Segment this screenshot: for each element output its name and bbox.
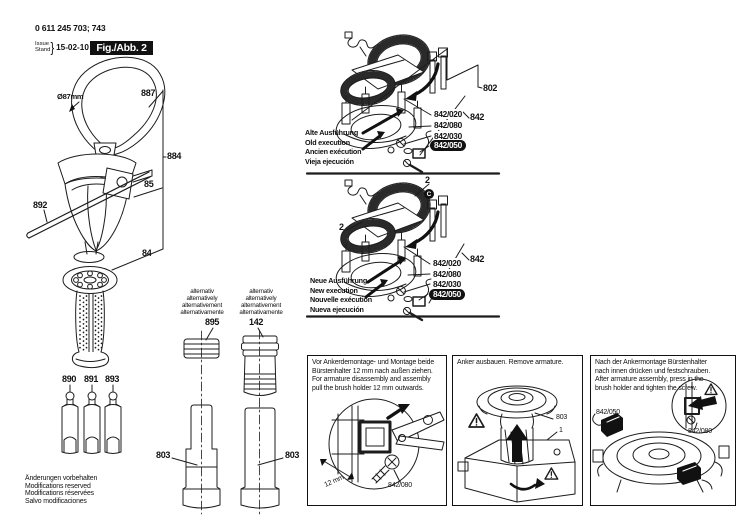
pull-ref-842-080: 842/080 [388,482,412,489]
lubricant-and-cylinder-art [172,328,283,514]
ref-893-label: 893 [105,374,120,384]
instruction-box-pull [307,355,447,506]
press-ref-842-050: 842/050 [596,409,620,416]
press-ref-842-080: 842/080 [688,428,712,435]
remove-ref-803: 803 [556,414,568,421]
part-number: 0 611 245 703; 743 [35,23,106,33]
grease-point-icon: C [424,189,434,199]
alternative-note-left: alternativ alternatively alternativement alternativamente [180,288,224,316]
ref-803-right-label: 803 [285,450,300,460]
grease-tubes-art [62,385,121,454]
ref-895-label: 895 [205,317,220,327]
issue-date-block [35,39,89,55]
old-ref-842-080: 842/080 [434,120,462,130]
old-ref-842-030: 842/030 [434,130,462,141]
ref-803-left-label: 803 [156,450,171,460]
side-handle-art [27,57,166,367]
pull-dimension-label: 12 mm [323,474,345,489]
ref-890-label: 890 [62,374,77,384]
alternative-note-right: alternativ alternatively alternativement alternativamente [239,288,283,316]
ref-85-label: 85 [144,179,154,189]
ref-891-label: 891 [84,374,99,384]
new-execution-caption: Neue Ausführung New execution Nouvelle exécution Nueva ejecución [310,276,372,314]
diameter-label: Ø87mm [57,92,84,101]
new-qty-top-label: 2 [425,175,430,185]
brace-glyph: } [50,39,55,55]
old-ref-842-020: 842/020 [434,109,462,119]
pull-instruction-text: Vor Ankerdemontage- und Montage beide Bürstenhalter 12 mm nach außen ziehen. For armature disassembly and assembly pull the brush holder 12 mm outwards. [312,359,435,393]
ref-884-label: 884 [167,151,182,161]
issue-word: Issue [35,40,50,47]
ref-887-label: 887 [141,88,156,98]
ref-892-label: 892 [33,200,48,210]
new-ref-842-030: 842/030 [433,279,461,289]
new-ref-842-080: 842/080 [433,268,461,279]
new-qty-left-label: 2 [339,222,344,232]
new-ref-842-020: 842/020 [433,258,461,268]
ref-142-label: 142 [249,317,264,327]
old-ref-842-bracket: 842 [470,112,485,122]
old-ref-842-050-highlight: 842/050 [430,140,466,151]
ref-84-label: 84 [142,248,152,258]
press-instruction-text: Nach der Ankermontage Bürstenhalter nach innen drücken und festschrauben. After armature assembly, press in the brush holder and tighten the screw. [595,359,711,393]
figure-badge: Fig./Abb. 2 [90,41,153,55]
modifications-note: Änderungen vorbehalten Modifications reserved Modifications réservées Salvo modificaciones [25,475,98,505]
remove-instruction-text: Anker ausbauen. Remove armature. [457,359,564,366]
remove-illustration [453,356,584,507]
stand-word: Stand [35,47,51,53]
new-ref-842-050-highlight: 842/050 [429,289,465,300]
new-ref-842-bracket: 842 [470,254,485,264]
issue-stand-words [35,41,50,54]
instruction-box-remove [452,355,583,506]
issue-date: 15-02-10 [56,42,89,52]
instruction-box-press [590,355,736,506]
old-execution-caption: Alte Ausführung Old execution Ancien exécution Vieja ejecución [305,128,362,166]
ref-802-label: 802 [483,83,498,93]
remove-ref-1: 1 [559,427,563,434]
